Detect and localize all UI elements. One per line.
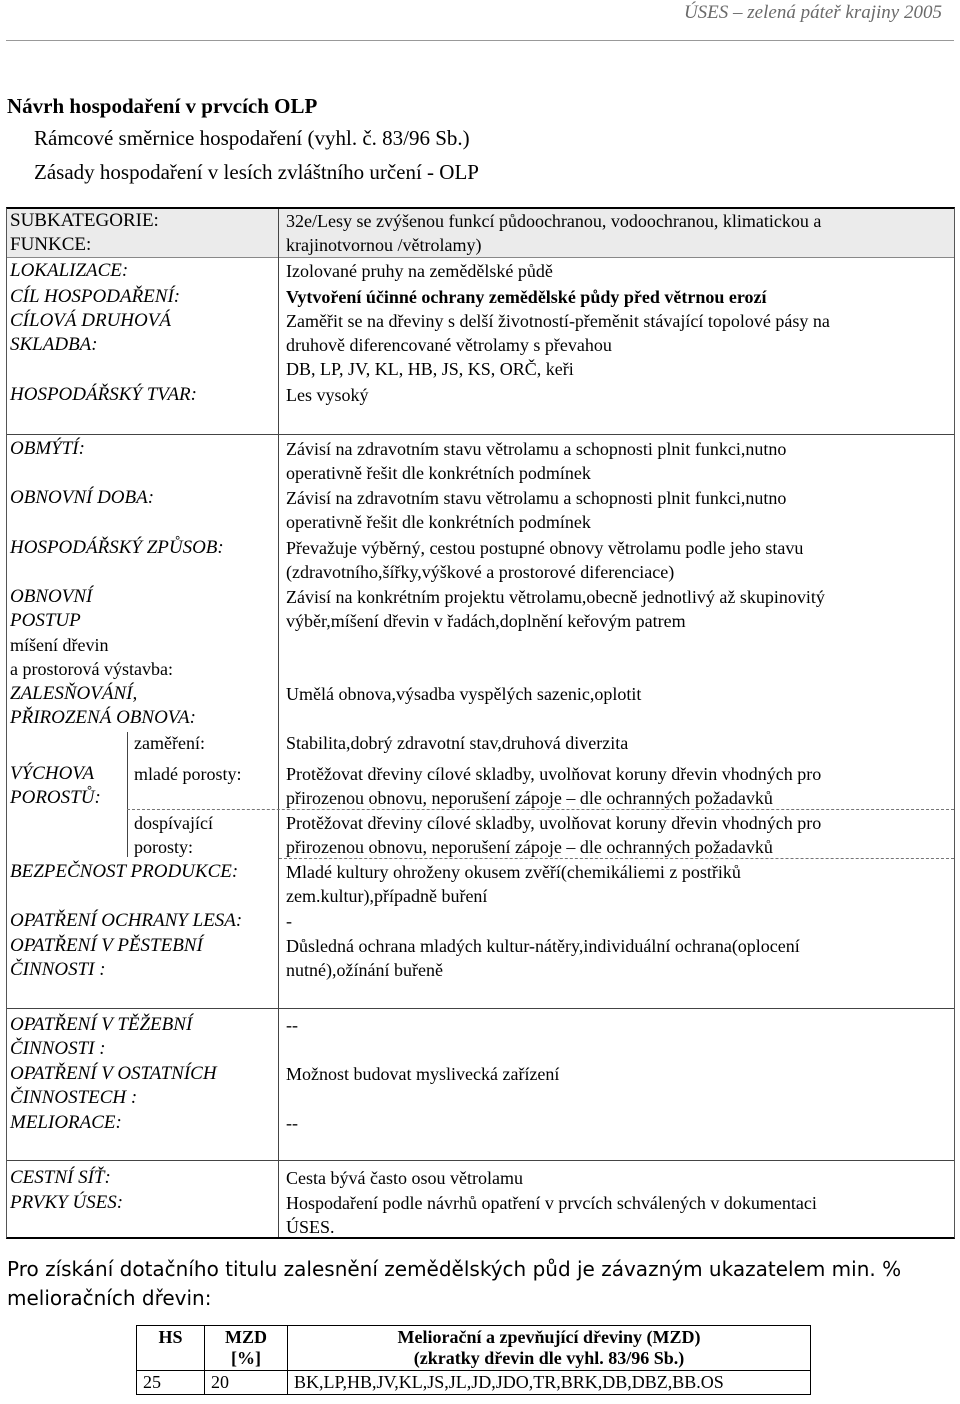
label-pestebni-2: ČINNOSTI : xyxy=(10,959,106,980)
label-ostatni: OPATŘENÍ V OSTATNÍCH xyxy=(10,1063,217,1084)
label-zamereni: zaměření: xyxy=(134,733,205,753)
value-skladba-cont: druhově diferencované větrolamy s převahou xyxy=(286,335,612,355)
label-porostu: POROSTŮ: xyxy=(10,787,101,808)
label-obnovni-doba: OBNOVNÍ DOBA: xyxy=(10,487,155,508)
header-desc xyxy=(288,1326,811,1371)
header-hs: HS xyxy=(137,1326,205,1371)
label-postup: OBNOVNÍ xyxy=(10,586,93,607)
label-tezebni-2: ČINNOSTI : xyxy=(10,1038,106,1059)
value-postup: Závisí na konkrétním projektu větrolamu,obecně jednotlivý až skupinovitý xyxy=(286,587,825,607)
header-rule xyxy=(6,40,954,41)
value-obnovni-doba-cont: operativně řešit dle konkrétních podmínek xyxy=(286,512,591,532)
label-postup-3: míšení dřevin xyxy=(10,635,109,655)
value-bezpecnost: Mladé kultury ohroženy okusem zvěří(chemikáliemi z postřiků xyxy=(286,862,741,882)
cell-species: BK,LP,HB,JV,KL,JS,JL,JD,JDO,TR,BRK,DB,DBZ,BB.OS xyxy=(288,1371,811,1395)
value-zpusob-cont: (zdravotního,šířky,výškové a prostorové diferenciace) xyxy=(286,562,675,582)
label-bezpecnost: BEZPEČNOST PRODUKCE: xyxy=(10,861,239,882)
value-skladba-species: DB, LP, JV, KL, HB, JS, KS, ORČ, keři xyxy=(286,359,574,379)
subsidy-note: Pro získání dotačního titulu zalesnění zemědělských půd je závazným ukazatelem min. % melioračních dřevin: xyxy=(7,1257,902,1310)
subtitle-principles: Zásady hospodaření v lesích zvláštního určení - OLP xyxy=(34,160,479,184)
label-skladba: CÍLOVÁ DRUHOVÁ xyxy=(10,310,171,331)
value-zamereni: Stabilita,dobrý zdravotní stav,druhová diverzita xyxy=(286,733,629,753)
label-zpusob: HOSPODÁŘSKÝ ZPŮSOB: xyxy=(10,537,224,558)
label-dospivajici: dospívající xyxy=(134,813,213,833)
value-pestebni: Důsledná ochrana mladých kultur-nátěry,individuální ochrana(oplocení xyxy=(286,936,800,956)
section-rule xyxy=(7,1008,954,1009)
label-mlade-porosty: mladé porosty: xyxy=(134,764,242,784)
value-dospivajici: Protěžovat dřeviny cílové skladby, uvolňovat koruny dřevin vhodných pro xyxy=(286,813,822,833)
value-mlade-porosty-cont: přirozenou obnovu, neporušení zápoje – dle ochranných požadavků xyxy=(286,788,773,808)
value-bezpecnost-cont: zem.kultur),případně buření xyxy=(286,886,488,906)
value-cil: Vytvoření účinné ochrany zemědělské půdy před větrnou erozí xyxy=(286,287,767,307)
header-desc-note: (zkratky dřevin dle vyhl. 83/96 Sb.) xyxy=(413,1348,685,1368)
label-skladba-cont: SKLADBA: xyxy=(10,334,98,355)
label-lokalizace: LOKALIZACE: xyxy=(10,260,129,281)
value-postup-cont: výběr,míšení dřevin v řadách,doplnění keřovým patrem xyxy=(286,611,686,631)
table-row xyxy=(137,1371,811,1395)
label-subkategorie: SUBKATEGORIE: xyxy=(10,210,159,231)
label-meliorace: MELIORACE: xyxy=(10,1112,122,1133)
label-zalesnovani: ZALESŇOVÁNÍ, xyxy=(10,683,138,704)
header-mzd-label: MZD xyxy=(225,1327,267,1347)
section-rule xyxy=(7,434,954,435)
value-lokalizace: Izolované pruhy na zemědělské půdě xyxy=(286,261,553,281)
column-divider xyxy=(278,209,279,1237)
value-tvar: Les vysoký xyxy=(286,385,369,405)
value-obmyti-cont: operativně řešit dle konkrétních podmínek xyxy=(286,463,591,483)
header-desc-title: Meliorační a zpevňující dřeviny (MZD) xyxy=(397,1327,701,1347)
header-mzd xyxy=(205,1326,288,1371)
cell-hs: 25 xyxy=(137,1371,205,1395)
label-ochrana: OPATŘENÍ OCHRANY LESA: xyxy=(10,910,243,931)
value-obnovni-doba: Závisí na zdravotním stavu větrolamu a schopnosti plnit funkci,nutno xyxy=(286,488,787,508)
value-subkategorie: 32e/Lesy se zvýšenou funkcí půdoochranou, vodoochranou, klimatickou a xyxy=(286,211,822,231)
value-cestni-sit: Cesta bývá často osou větrolamu xyxy=(286,1168,523,1188)
subtitle-guidelines: Rámcové směrnice hospodaření (vyhl. č. 83/96 Sb.) xyxy=(34,126,470,150)
label-funkce: FUNKCE: xyxy=(10,234,92,255)
label-dospivajici-2: porosty: xyxy=(134,837,194,857)
section-rule xyxy=(7,1160,954,1161)
value-prvky-uses-cont: ÚSES. xyxy=(286,1217,335,1237)
label-postup-4: a prostorová výstavba: xyxy=(10,659,173,679)
label-zalesnovani-2: PŘIROZENÁ OBNOVA: xyxy=(10,707,196,728)
label-postup-2: POSTUP xyxy=(10,610,81,631)
value-tezebni: -- xyxy=(286,1015,298,1035)
subcolumn-divider xyxy=(127,732,128,857)
mzd-table xyxy=(136,1325,811,1395)
value-ostatni: Možnost budovat myslivecká zařízení xyxy=(286,1064,560,1084)
cell-mzd: 20 xyxy=(205,1371,288,1395)
value-meliorace: -- xyxy=(286,1113,298,1133)
value-dospivajici-cont: přirozenou obnovu, neporušení zápoje – dle ochranných požadavků xyxy=(286,837,773,857)
value-ochrana: - xyxy=(286,911,292,931)
value-skladba: Zaměřit se na dřeviny s delší životností-přeměnit stávající topolové pásy na xyxy=(286,311,830,331)
label-cestni-sit: CESTNÍ SÍŤ: xyxy=(10,1167,111,1188)
label-obmyti: OBMÝTÍ: xyxy=(10,438,85,459)
header-mzd-unit: [%] xyxy=(231,1348,261,1368)
value-prvky-uses: Hospodaření podle návrhů opatření v prvcích schválených v dokumentaci xyxy=(286,1193,817,1213)
running-header: ÚSES – zelená páteř krajiny 2005 xyxy=(683,2,942,23)
value-mlade-porosty: Protěžovat dřeviny cílové skladby, uvolňovat koruny dřevin vhodných pro xyxy=(286,764,822,784)
label-ostatni-2: ČINNOSTECH : xyxy=(10,1087,138,1108)
label-vychova: VÝCHOVA xyxy=(10,763,95,784)
value-zalesnovani: Umělá obnova,výsadba vyspělých sazenic,oplotit xyxy=(286,684,642,704)
value-obmyti: Závisí na zdravotním stavu větrolamu a schopnosti plnit funkci,nutno xyxy=(286,439,787,459)
mzd-table-header xyxy=(137,1326,811,1371)
value-zpusob: Převažuje výběrný, cestou postupné obnovy větrolamu podle jeho stavu xyxy=(286,538,804,558)
page-title: Návrh hospodaření v prvcích OLP xyxy=(7,94,318,118)
label-pestebni: OPATŘENÍ V PĚSTEBNÍ xyxy=(10,935,203,956)
value-subkategorie-cont: krajinotvornou /větrolamy) xyxy=(286,235,482,255)
label-tvar: HOSPODÁŘSKÝ TVAR: xyxy=(10,384,197,405)
label-cil: CÍL HOSPODAŘENÍ: xyxy=(10,286,181,307)
value-pestebni-cont: nutné),ožínání buřeně xyxy=(286,960,443,980)
label-prvky-uses: PRVKY ÚSES: xyxy=(10,1192,124,1213)
label-tezebni: OPATŘENÍ V TĚŽEBNÍ xyxy=(10,1014,193,1035)
